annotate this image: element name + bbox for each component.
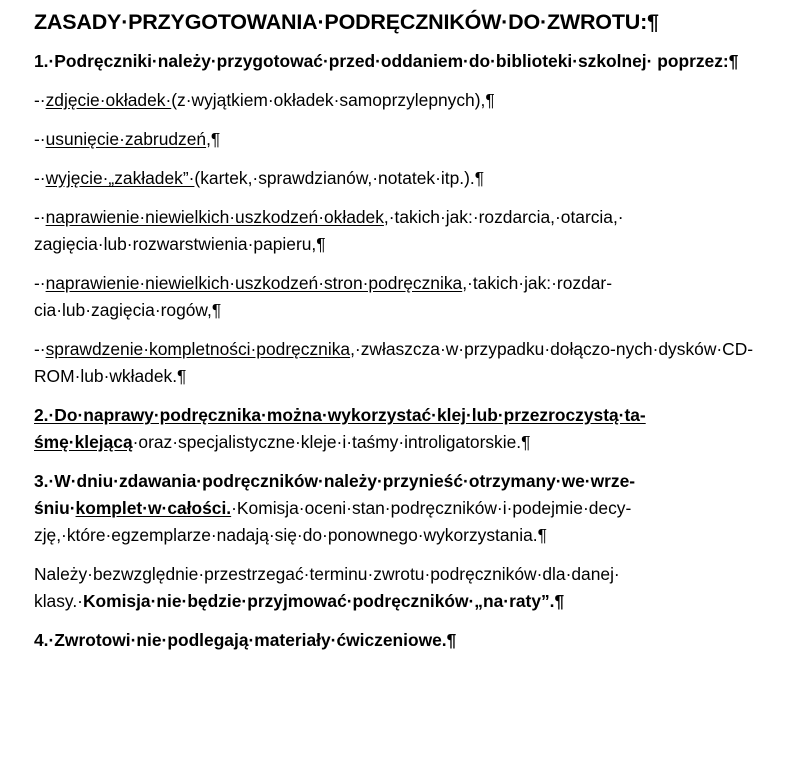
- text-run: usunięcie·zabrudzeń: [45, 129, 207, 150]
- rule-2: [34, 402, 770, 456]
- bullet-naprawienie-okladek: [34, 204, 770, 258]
- text-run: (kartek,·sprawdzianów,·notatek·itp.).¶: [194, 168, 485, 189]
- text-run: Komisja·nie·będzie·przyjmować·podręczników·„na·raty”.¶: [82, 590, 565, 611]
- text-run: (z·wyjątkiem·okładek·samoprzylepnych),¶: [171, 90, 495, 111]
- paragraph-list: [34, 48, 770, 653]
- text-run: Należy·bezwzględnie·przestrzegać·terminu·zwrotu·podręczników·dla·danej· klasy.·: [34, 563, 620, 611]
- rule-3: [34, 468, 770, 549]
- text-run: ,·takich·jak:·rozdar-: [462, 273, 613, 294]
- rule-4: [34, 627, 770, 654]
- text-run: śmę·klejącą: [34, 432, 133, 453]
- text-run: cia·lub·zagięcia·rogów,¶: [34, 300, 222, 321]
- text-run: wyjęcie·„zakładek”·: [45, 168, 195, 189]
- note-terminy: [34, 561, 770, 615]
- document-title: ZASADY·PRZYGOTOWANIA·PODRĘCZNIKÓW·DO·ZWROTU:¶: [34, 10, 659, 34]
- text-run: -·: [34, 207, 46, 228]
- bullet-wyjecie-zakladek: [34, 165, 770, 192]
- text-run: zdjęcie·okładek·: [45, 90, 172, 111]
- text-run: -·: [34, 273, 46, 294]
- text-run: ·Komisja·oceni·stan·podręczników·i·podejmie·decy-: [231, 497, 632, 518]
- text-run: -·: [34, 90, 46, 111]
- bullet-naprawienie-stron: [34, 270, 770, 324]
- bullet-zdjecie-okladek: [34, 87, 770, 114]
- text-run: śniu·: [34, 497, 76, 518]
- text-run: 2.·Do·naprawy·podręcznika·można·wykorzystać·klej·lub·przezroczystą·ta-: [34, 405, 646, 426]
- text-run: komplet·w·całości.: [75, 497, 232, 518]
- text-run: ·oraz·specjalistyczne·kleje·i·taśmy·introligatorskie.¶: [132, 432, 531, 453]
- bullet-usuniecie-zabrudzen: [34, 126, 770, 153]
- text-run: nych·dysków·CD-ROM·lub·wkładek.¶: [34, 339, 754, 387]
- text-run: zję,·które·egzemplarze·nadają·się·do·ponownego·wykorzystania.¶: [34, 524, 547, 545]
- text-run: ,·zwłaszcza·w·przypadku·dołączo-: [350, 339, 616, 360]
- text-run: 3.·W·dniu·zdawania·podręczników·należy·przynieść·otrzymany·we·wrze-: [34, 470, 636, 491]
- text-run: ,¶: [206, 129, 221, 150]
- text-run: sprawdzenie·kompletności·podręcznika: [45, 339, 351, 360]
- text-run: ,·takich·jak:·rozdarcia,·otarcia,· zagięcia·lub·rozwarstwienia·papieru,¶: [34, 207, 624, 255]
- text-run: 1.·Podręczniki·należy·przygotować·przed·oddaniem·do·biblioteki·szkolnej· poprzez:¶: [34, 51, 739, 72]
- bullet-sprawdzenie-kompletnosci: [34, 336, 770, 390]
- rule-1-heading: [34, 48, 770, 75]
- text-run: 4.·Zwrotowi·nie·podlegają·materiały·ćwiczeniowe.¶: [34, 629, 457, 650]
- text-run: -·: [34, 168, 46, 189]
- text-run: -·: [34, 129, 46, 150]
- text-run: naprawienie·niewielkich·uszkodzeń·stron·podręcznika: [45, 273, 463, 294]
- text-run: -·: [34, 339, 46, 360]
- text-run: naprawienie·niewielkich·uszkodzeń·okładek: [45, 207, 384, 228]
